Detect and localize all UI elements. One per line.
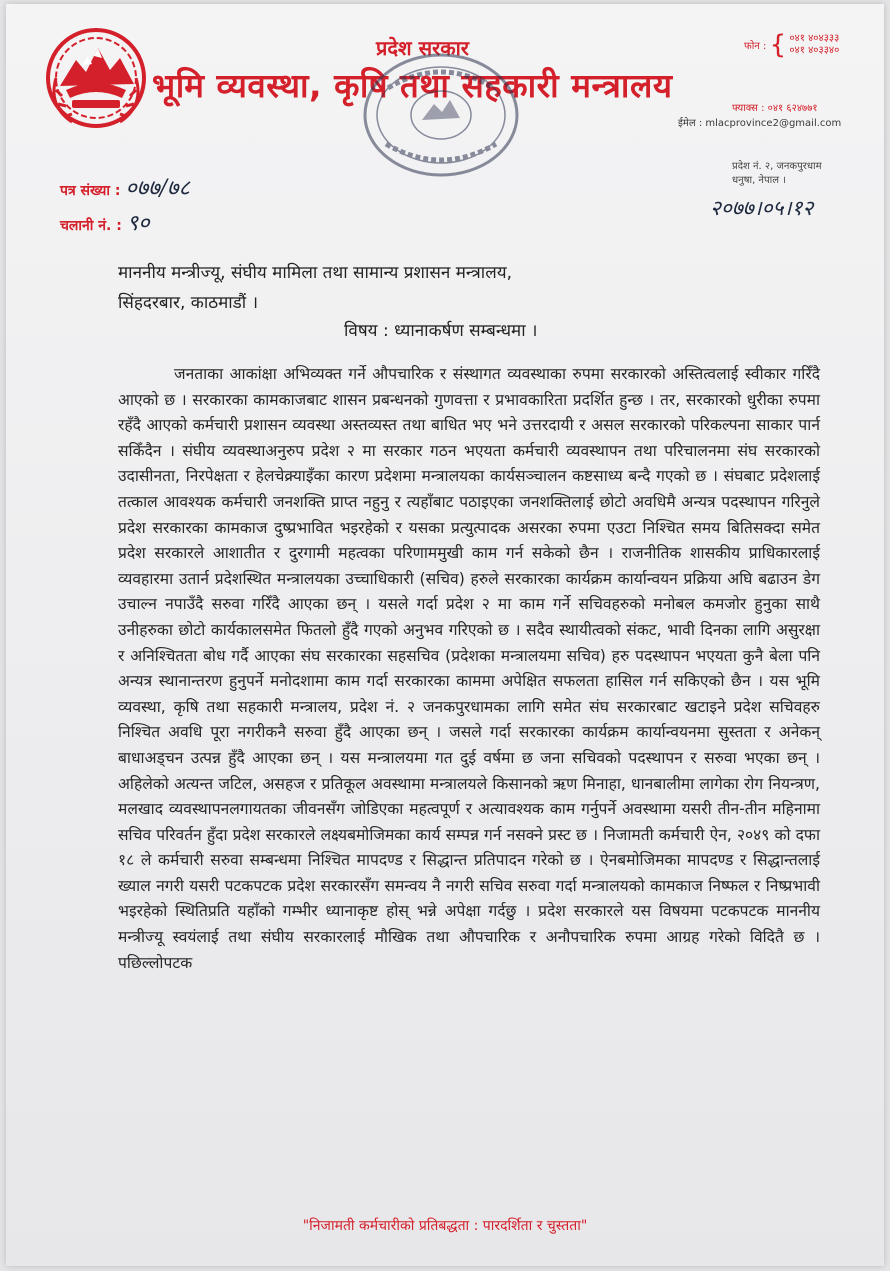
letter-body bbox=[118, 362, 820, 976]
dispatch-label: चलानी नं. : bbox=[60, 218, 122, 234]
government-name: प्रदेश सरकार bbox=[376, 36, 469, 60]
letter-subject: विषय : ध्यानाकर्षण सम्बन्धमा । bbox=[344, 321, 538, 341]
addressee-line: सिंहदरबार, काठमाडौं । bbox=[118, 293, 259, 313]
reference-number bbox=[60, 172, 190, 202]
email-address: ईमेल : mlacprovince2@gmail.com bbox=[678, 118, 842, 129]
nepal-emblem-icon bbox=[42, 26, 150, 130]
dispatch-value: ९० bbox=[126, 211, 150, 236]
phone-number: ०४१ ४०४३३३ bbox=[789, 33, 840, 44]
ministry-name: भूमि व्यवस्था, कृषि तथा सहकारी मन्त्रालय bbox=[152, 66, 673, 105]
address-line: धनुषा, नेपाल । bbox=[732, 175, 786, 186]
reference-value: ०७७/७८ bbox=[125, 176, 190, 201]
body-paragraph: जनताका आकांक्षा अभिव्यक्त गर्ने औपचारिक र संस्थागत व्यवस्थाका रुपमा सरकारको अस्तित्वलाई स्वीकार गरिँदै आएको छ । सरकारका कामकाजबाट शासन प्रबन्धनको गुणवत्ता र प्रभावकारिता प्रदर्शित हुन्छ । तर, सरकारको धुरीका रुपमा रहँदै आएको कर्मचारी प्रशासन व्यवस्था अस्तव्यस्त तथा बाधित भए भने उत्तरदायी र असल सरकारको परिकल्पना साकार पार्न सकिँदैन । संघीय व्यवस्थाअनुरुप प्रदेश २ मा सरकार गठन भएयता कर्मचारी व्यवस्थापन तथा परिचालनमा संघ सरकारको उदासीनता, निरपेक्षता र हेलचेक्र्याइँका कारण प्रदेशमा मन्त्रालयका कार्यसञ्चालन कष्टसाध्य बन्दै गएको छ । संघबाट प्रदेशलाई तत्काल आवश्यक कर्मचारी जनशक्ति प्राप्त नहुनु र त्यहाँबाट पठाइएका जनशक्तिलाई छोटो अवधिमै अन्यत्र पदस्थापन गरिनुले प्रदेश सरकारका कामकाज दुष्प्रभावित भइरहेको र यसका प्रत्युत्पादक असरका रुपमा एउटा निश्चित समय बितिसक्दा समेत प्रदेश सरकारले आशातीत र दुरगामी महत्वका परिणाममुखी काम गर्न सकेको छैन । राजनीतिक शासकीय प्राधिकारलाई व्यवहारमा उतार्न प्रदेशस्थित मन्त्रालयका उच्चाधिकारी (सचिव) हरुले सरकारका कार्यक्रम कार्यान्वयन प्रक्रिया अघि बढाउन डेग उचाल्न नपाउँदै सरुवा गरिँदै आएका छन् । यसले गर्दा प्रदेश २ मा काम गर्ने सचिवहरुको मनोबल कमजोर हुनुका साथै उनीहरुका छोटो कार्यकालसमेत फितलो हुँदै गएको अनुभव गरिएको छ । सदैव स्थायीत्वको संकट, भावी दिनका लागि असुरक्षा र अनिश्चितता बोध गर्दै आएका संघ सरकारका सहसचिव (प्रदेशका मन्त्रालयमा सचिव) हरु पदस्थापन भएयता कुनै बेला पनि अन्यत्र स्थानान्तरण हुनुपर्ने मनोदशामा काम गर्दा सरकारका काममा अपेक्षित सफलता हासिल गर्न सकिएको छैन । यस भूमि व्यवस्था, कृषि तथा सहकारी मन्त्रालय, प्रदेश नं. २ जनकपुरधामका लागि समेत संघ सरकारबाट खटाइने प्रदेश सचिवहरु निश्चित अवधि पूरा नगरीकनै सरुवा हुँदै आएका छन् । जसले गर्दा सरकारका कार्यक्रम कार्यान्वयनमा सुस्तता र अनेकन् बाधाअड्चन उत्पन्न हुँदै आएका छन् । यस मन्त्रालयमा गत दुई वर्षमा छ जना सचिवको पदस्थापन र सरुवा भएका छन् । अहिलेको अत्यन्त जटिल, असहज र प्रतिकूल अवस्थामा मन्त्रालयले किसानको ऋण मिनाहा, धानबालीमा लागेका रोग नियन्त्रण, मलखाद व्यवस्थापनलगायतका जीवनसँग जोडिएका महत्वपूर्ण र अत्यावश्यक काम गर्नुपर्ने अवस्थामा यसरी तीन-तीन महिनामा सचिव परिवर्तन हुँदा प्रदेश सरकारले लक्ष्यबमोजिमका कार्य सम्पन्न गर्न नसक्ने प्रस्ट छ । निजामती कर्मचारी ऐन, २०४९ को दफा १८ ले कर्मचारी सरुवा सम्बन्धमा निश्चित मापदण्ड र सिद्धान्त प्रतिपादन गरेको छ । ऐनबमोजिमका मापदण्ड र सिद्धान्तलाई ख्याल नगरी यसरी पटकपटक प्रदेश सरकारसँग समन्वय नै नगरी सचिव सरुवा गर्दा मन्त्रालयको कामकाज निष्फल र निष्प्रभावी भइरहेको स्थितिप्रति यहाँको गम्भीर ध्यानाकृष्ट होस् भन्ने अपेक्षा गर्दछु । प्रदेश सरकारले यस विषयमा पटकपटक माननीय मन्त्रीज्यू स्वयंलाई तथा संघीय सरकारलाई मौखिक तथा औपचारिक र अनौपचारिक रुपमा आग्रह गरेको विदितै छ । पछिल्लोपटक bbox=[118, 365, 820, 972]
letter-page bbox=[6, 4, 884, 1266]
phone-label: फोन : bbox=[744, 41, 767, 52]
office-stamp-icon bbox=[358, 48, 524, 182]
office-address bbox=[732, 160, 822, 188]
brace-icon: { bbox=[769, 30, 787, 60]
dispatch-number bbox=[60, 207, 150, 237]
footer-motto: "निजामती कर्मचारीको प्रतिबद्धता : पारदर्शिता र चुस्तता" bbox=[302, 1218, 588, 1234]
addressee-line: माननीय मन्त्रीज्यू, संघीय मामिला तथा सामान्य प्रशासन मन्त्रालय, bbox=[118, 263, 512, 283]
letter-date: २०७७।०५।१२ bbox=[710, 196, 814, 220]
reference-label: पत्र संख्या : bbox=[60, 183, 121, 199]
phone-number: ०४१ ४०३३४० bbox=[789, 45, 840, 56]
phone-block bbox=[744, 32, 839, 58]
fax-number: फ्याक्स : ०४१ ६२४७७१ bbox=[732, 103, 818, 114]
address-line: प्रदेश नं. २, जनकपुरधाम bbox=[732, 161, 822, 172]
